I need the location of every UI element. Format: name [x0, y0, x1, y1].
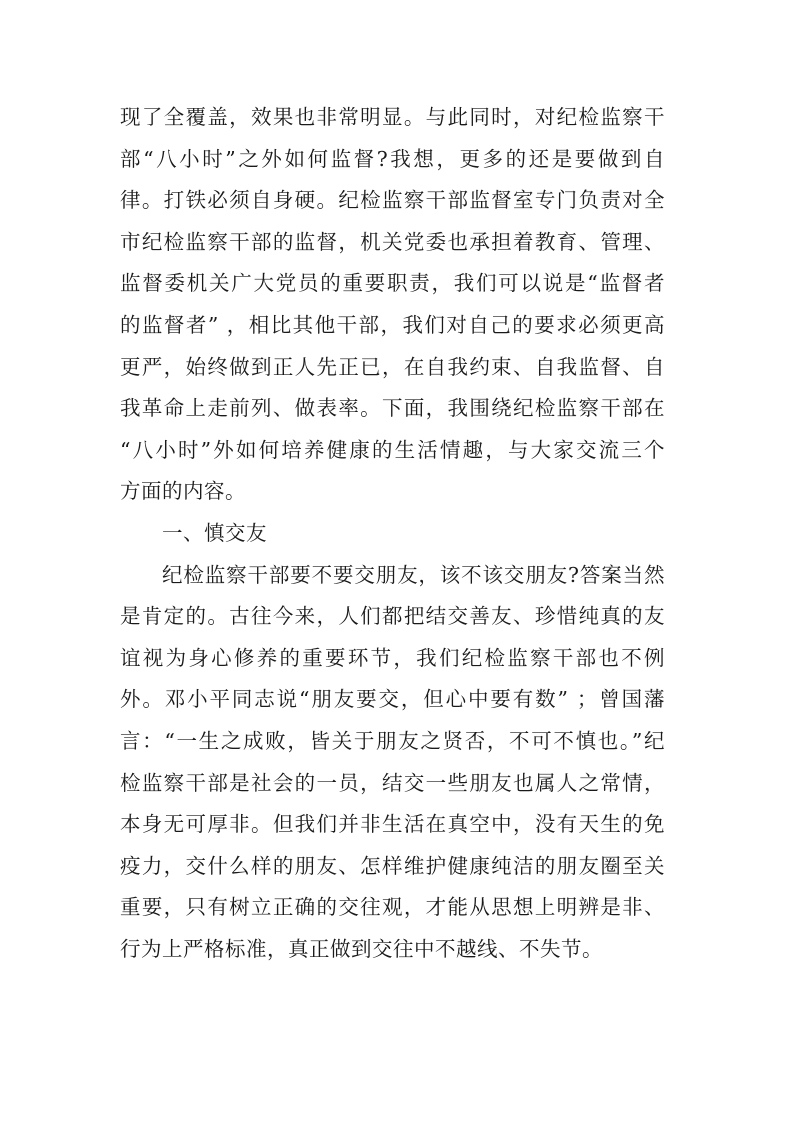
document-body — [120, 97, 665, 970]
text-line: 部“八小时”之外如何监督?我想，更多的还是要做到自 — [120, 146, 665, 171]
text-line: 的监督者” ，相比其他干部，我们对自己的要求必须更高 — [120, 312, 665, 337]
text-line: 监督委机关广大党员的重要职责，我们可以说是“监督者 — [120, 271, 665, 296]
text-line: 我革命上走前列、做表率。下面，我围绕纪检监察干部在 — [120, 396, 665, 421]
text-line: 本身无可厚非。但我们并非生活在真空中，没有天生的免 — [120, 812, 665, 837]
text-line: 重要，只有树立正确的交往观，才能从思想上明辨是非、 — [120, 895, 665, 920]
text-line-paragraph-start: 纪检监察干部要不要交朋友，该不该交朋友?答案当然 — [162, 562, 665, 587]
text-line: 检监察干部是社会的一员，结交一些朋友也属人之常情， — [120, 770, 665, 795]
text-line: 谊视为身心修养的重要环节，我们纪检监察干部也不例 — [120, 645, 665, 670]
text-line: “八小时”外如何培养健康的生活情趣，与大家交流三个 — [120, 437, 665, 462]
text-line-paragraph-end: 方面的内容。 — [120, 479, 246, 504]
text-line: 疫力，交什么样的朋友、怎样维护健康纯洁的朋友圈至关 — [120, 853, 665, 878]
text-line: 更严，始终做到正人先正已，在自我约束、自我监督、自 — [120, 354, 665, 379]
text-line: 言：“一生之成败，皆关于朋友之贤否，不可不慎也。”纪 — [120, 728, 665, 753]
section-heading: 一、慎交友 — [162, 520, 267, 545]
text-line: 市纪检监察干部的监督，机关党委也承担着教育、管理、 — [120, 229, 665, 254]
text-line: 外。邓小平同志说“朋友要交，但心中要有数” ；曾国藩 — [120, 687, 665, 712]
text-line-paragraph-end: 行为上严格标准，真正做到交往中不越线、不失节。 — [120, 936, 603, 961]
text-line: 律。打铁必须自身硬。纪检监察干部监督室专门负责对全 — [120, 188, 665, 213]
text-line: 现了全覆盖，效果也非常明显。与此同时，对纪检监察干 — [120, 105, 665, 129]
text-line: 是肯定的。古往今来，人们都把结交善友、珍惜纯真的友 — [120, 604, 665, 629]
